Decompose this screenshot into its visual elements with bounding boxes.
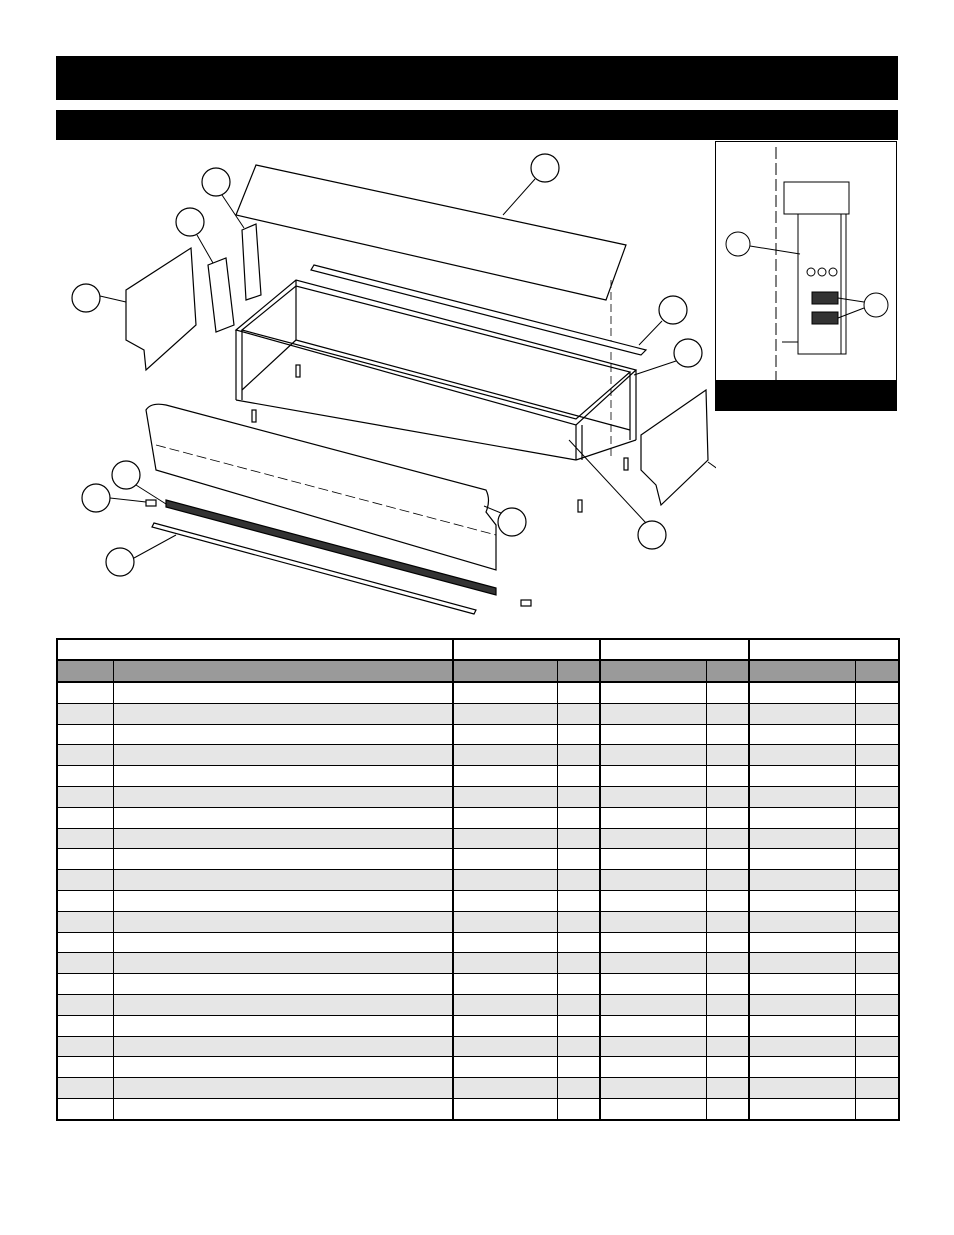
table-cell xyxy=(113,724,453,745)
column-header xyxy=(557,660,600,682)
table-cell xyxy=(453,890,557,911)
table-cell xyxy=(749,1036,855,1057)
table-row xyxy=(57,786,899,807)
table-cell xyxy=(855,953,899,974)
table-cell xyxy=(855,849,899,870)
table-cell xyxy=(706,1015,749,1036)
table-row xyxy=(57,1078,899,1099)
table-cell xyxy=(113,890,453,911)
table-cell xyxy=(57,890,113,911)
table-row xyxy=(57,994,899,1015)
table-cell xyxy=(453,828,557,849)
table-cell xyxy=(557,682,600,703)
table-cell xyxy=(453,1036,557,1057)
table-cell xyxy=(453,974,557,995)
table-cell xyxy=(749,974,855,995)
table-row xyxy=(57,724,899,745)
table-cell xyxy=(113,745,453,766)
table-cell xyxy=(557,1057,600,1078)
table-cell xyxy=(57,932,113,953)
table-cell xyxy=(855,703,899,724)
table-cell xyxy=(57,703,113,724)
table-cell xyxy=(749,786,855,807)
page-title-bar xyxy=(56,56,898,100)
table-cell xyxy=(600,932,706,953)
table-cell xyxy=(57,807,113,828)
table-cell xyxy=(453,994,557,1015)
table-cell xyxy=(706,807,749,828)
table-cell xyxy=(855,1098,899,1119)
table-cell xyxy=(749,807,855,828)
table-cell xyxy=(57,1078,113,1099)
callout-1 xyxy=(531,154,559,182)
table-cell xyxy=(557,786,600,807)
table-cell xyxy=(453,1098,557,1119)
inset-drawing xyxy=(716,142,898,382)
table-row xyxy=(57,807,899,828)
table-cell xyxy=(749,932,855,953)
table-cell xyxy=(855,870,899,891)
table-cell xyxy=(453,745,557,766)
table-cell xyxy=(749,682,855,703)
table-cell xyxy=(453,724,557,745)
table-cell xyxy=(855,932,899,953)
table-cell xyxy=(706,745,749,766)
table-cell xyxy=(557,1098,600,1119)
table-cell xyxy=(749,1098,855,1119)
control-box xyxy=(208,258,234,332)
table-cell xyxy=(706,1036,749,1057)
table-cell xyxy=(749,953,855,974)
table-cell xyxy=(113,1057,453,1078)
table-cell xyxy=(57,870,113,891)
table-cell xyxy=(113,953,453,974)
table-cell xyxy=(600,807,706,828)
table-row xyxy=(57,953,899,974)
table-cell xyxy=(855,1078,899,1099)
section-title-bar xyxy=(56,110,898,140)
table-row xyxy=(57,1057,899,1078)
table-cell xyxy=(557,849,600,870)
table-cell xyxy=(453,807,557,828)
table-cell xyxy=(706,932,749,953)
column-header xyxy=(706,660,749,682)
table-cell xyxy=(453,932,557,953)
table-cell xyxy=(557,890,600,911)
table-cell xyxy=(855,994,899,1015)
table-cell xyxy=(749,1057,855,1078)
table-cell xyxy=(113,932,453,953)
table-cell xyxy=(749,724,855,745)
table-cell xyxy=(57,1057,113,1078)
group-header xyxy=(453,639,600,660)
table-cell xyxy=(557,911,600,932)
table-cell xyxy=(113,994,453,1015)
table-cell xyxy=(855,786,899,807)
table-cell xyxy=(557,828,600,849)
table-row xyxy=(57,974,899,995)
table-cell xyxy=(600,1098,706,1119)
table-cell xyxy=(706,890,749,911)
table-row xyxy=(57,911,899,932)
table-row xyxy=(57,849,899,870)
table-cell xyxy=(453,703,557,724)
table-cell xyxy=(706,1078,749,1099)
table-cell xyxy=(57,994,113,1015)
table-cell xyxy=(749,849,855,870)
table-cell xyxy=(600,1015,706,1036)
table-cell xyxy=(706,974,749,995)
table-row xyxy=(57,890,899,911)
column-header xyxy=(749,660,855,682)
table-cell xyxy=(706,994,749,1015)
control-bracket xyxy=(242,224,261,300)
table-cell xyxy=(453,911,557,932)
callout-10 xyxy=(498,508,526,536)
table-cell xyxy=(453,849,557,870)
callout-9 xyxy=(82,484,110,512)
table-cell xyxy=(557,994,600,1015)
table-cell xyxy=(57,953,113,974)
table-cell xyxy=(855,724,899,745)
table-row xyxy=(57,870,899,891)
group-header xyxy=(600,639,749,660)
table-cell xyxy=(113,682,453,703)
table-cell xyxy=(557,953,600,974)
table-cell xyxy=(113,849,453,870)
table-cell xyxy=(453,682,557,703)
callout-5 xyxy=(659,296,687,324)
inset-callout-2 xyxy=(864,293,888,317)
table-cell xyxy=(57,766,113,787)
top-panel xyxy=(236,165,626,300)
table-cell xyxy=(557,1036,600,1057)
table-cell xyxy=(113,1078,453,1099)
table-cell xyxy=(600,682,706,703)
table-cell xyxy=(57,1036,113,1057)
table-row xyxy=(57,1015,899,1036)
table-group-header-row xyxy=(57,639,899,660)
table-cell xyxy=(706,766,749,787)
table-cell xyxy=(855,1036,899,1057)
table-cell xyxy=(113,766,453,787)
table-cell xyxy=(855,911,899,932)
table-row xyxy=(57,1036,899,1057)
table-cell xyxy=(453,870,557,891)
table-cell xyxy=(113,828,453,849)
table-cell xyxy=(453,766,557,787)
table-cell xyxy=(706,953,749,974)
table-row xyxy=(57,1098,899,1119)
table-row xyxy=(57,745,899,766)
callout-12 xyxy=(106,548,134,576)
table-cell xyxy=(557,703,600,724)
table-cell xyxy=(706,724,749,745)
column-header xyxy=(113,660,453,682)
callout-6 xyxy=(674,339,702,367)
callout-3 xyxy=(176,208,204,236)
table-cell xyxy=(855,1015,899,1036)
table-cell xyxy=(57,1098,113,1119)
table-cell xyxy=(57,911,113,932)
table-row xyxy=(57,703,899,724)
table-cell xyxy=(706,786,749,807)
column-header xyxy=(57,660,113,682)
inset-caption-bar xyxy=(716,380,896,410)
table-cell xyxy=(706,1057,749,1078)
table-row xyxy=(57,682,899,703)
table-cell xyxy=(600,724,706,745)
table-cell xyxy=(706,1098,749,1119)
table-cell xyxy=(453,953,557,974)
table-cell xyxy=(557,766,600,787)
parts-table xyxy=(56,638,900,1121)
table-cell xyxy=(706,911,749,932)
column-header xyxy=(600,660,706,682)
group-header xyxy=(749,639,899,660)
table-cell xyxy=(453,1015,557,1036)
table-cell xyxy=(57,786,113,807)
table-cell xyxy=(57,724,113,745)
table-cell xyxy=(855,745,899,766)
table-cell xyxy=(113,703,453,724)
table-cell xyxy=(600,1036,706,1057)
table-cell xyxy=(57,1015,113,1036)
table-cell xyxy=(855,807,899,828)
table-cell xyxy=(855,890,899,911)
exploded-view-drawing xyxy=(56,140,716,635)
table-cell xyxy=(57,682,113,703)
inset-detail xyxy=(715,141,897,411)
table-cell xyxy=(600,766,706,787)
table-cell xyxy=(600,703,706,724)
table-cell xyxy=(600,870,706,891)
table-cell xyxy=(453,1078,557,1099)
table-cell xyxy=(749,766,855,787)
table-cell xyxy=(557,974,600,995)
table-cell xyxy=(557,745,600,766)
inset-callout-1 xyxy=(726,232,750,256)
table-cell xyxy=(57,745,113,766)
table-cell xyxy=(600,911,706,932)
table-cell xyxy=(113,807,453,828)
table-cell xyxy=(453,1057,557,1078)
table-cell xyxy=(600,974,706,995)
table-cell xyxy=(113,786,453,807)
table-cell xyxy=(855,1057,899,1078)
column-header xyxy=(855,660,899,682)
table-cell xyxy=(57,849,113,870)
table-cell xyxy=(749,1078,855,1099)
table-cell xyxy=(749,745,855,766)
table-cell xyxy=(557,1015,600,1036)
table-cell xyxy=(706,849,749,870)
table-cell xyxy=(113,1036,453,1057)
table-column-header-row xyxy=(57,660,899,682)
table-cell xyxy=(113,870,453,891)
table-row xyxy=(57,828,899,849)
table-cell xyxy=(749,1015,855,1036)
table-cell xyxy=(600,994,706,1015)
table-cell xyxy=(855,682,899,703)
column-header xyxy=(453,660,557,682)
table-cell xyxy=(57,974,113,995)
table-cell xyxy=(557,807,600,828)
table-cell xyxy=(600,1078,706,1099)
table-cell xyxy=(557,932,600,953)
table-cell xyxy=(600,890,706,911)
table-cell xyxy=(855,766,899,787)
table-cell xyxy=(749,828,855,849)
table-cell xyxy=(600,953,706,974)
table-cell xyxy=(113,911,453,932)
table-cell xyxy=(706,870,749,891)
table-cell xyxy=(113,1015,453,1036)
table-cell xyxy=(600,828,706,849)
table-cell xyxy=(453,786,557,807)
table-cell xyxy=(749,703,855,724)
table-cell xyxy=(557,1078,600,1099)
table-cell xyxy=(600,1057,706,1078)
table-cell xyxy=(749,994,855,1015)
table-cell xyxy=(706,703,749,724)
callout-2 xyxy=(202,168,230,196)
table-cell xyxy=(113,1098,453,1119)
table-cell xyxy=(706,828,749,849)
table-row xyxy=(57,932,899,953)
group-header xyxy=(57,639,453,660)
left-end-panel xyxy=(126,248,196,370)
table-row xyxy=(57,766,899,787)
callout-8 xyxy=(112,461,140,489)
table-cell xyxy=(557,870,600,891)
table-cell xyxy=(706,682,749,703)
table-cell xyxy=(600,786,706,807)
table-cell xyxy=(57,828,113,849)
table-cell xyxy=(855,974,899,995)
callout-4 xyxy=(72,284,100,312)
table-cell xyxy=(749,870,855,891)
table-cell xyxy=(557,724,600,745)
table-cell xyxy=(749,890,855,911)
table-cell xyxy=(113,974,453,995)
table-cell xyxy=(600,745,706,766)
table-cell xyxy=(749,911,855,932)
table-cell xyxy=(855,828,899,849)
right-end-panel xyxy=(641,390,708,505)
table-cell xyxy=(600,849,706,870)
callout-11 xyxy=(638,521,666,549)
